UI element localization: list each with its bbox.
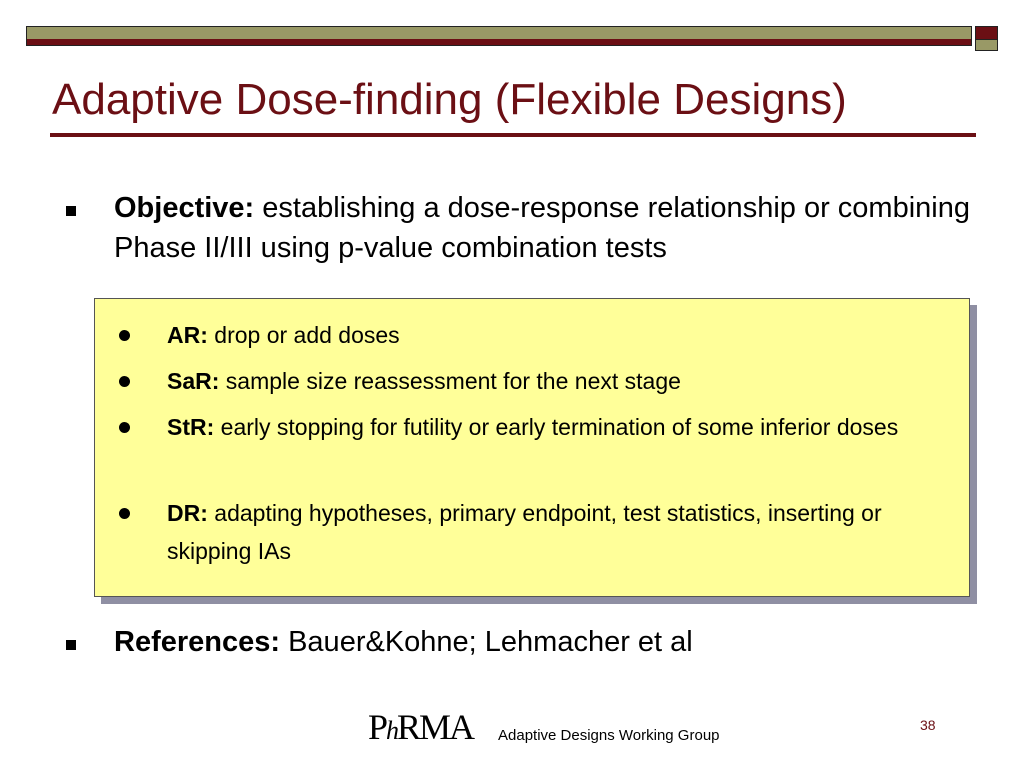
box-item-label: StR: <box>167 414 215 440</box>
footer-group-name: Adaptive Designs Working Group <box>498 727 720 744</box>
references-bullet <box>114 622 974 662</box>
page-number: 38 <box>920 717 936 733</box>
top-bar-stripe <box>27 39 971 45</box>
box-item-str <box>167 408 927 446</box>
phrma-logo: PhRMA <box>368 707 474 747</box>
corner-square-olive <box>975 39 998 51</box>
box-item-dr <box>167 494 927 570</box>
box-item-sar <box>167 362 927 400</box>
references-label: References: <box>114 626 281 658</box>
box-item-text: sample size reassessment for the next stage <box>219 368 681 394</box>
corner-square-dark <box>975 26 998 40</box>
box-item-ar <box>167 316 927 354</box>
box-item-label: SaR: <box>167 368 220 394</box>
bullet-dot-icon <box>119 376 130 387</box>
box-item-text: adapting hypotheses, primary endpoint, test statistics, inserting or skipping IAs <box>167 500 882 564</box>
box-item-text: early stopping for futility or early termination of some inferior doses <box>214 414 899 440</box>
bullet-dot-icon <box>119 422 130 433</box>
slide-title: Adaptive Dose-finding (Flexible Designs) <box>52 75 847 124</box>
bullet-dot-icon <box>119 330 130 341</box>
box-item-label: DR: <box>167 500 208 526</box>
box-item-text: drop or add doses <box>207 322 400 348</box>
objective-bullet <box>114 188 974 268</box>
bullet-dot-icon <box>119 508 130 519</box>
top-decorative-bar <box>26 26 972 46</box>
objective-label: Objective: <box>114 192 255 224</box>
box-item-label: AR: <box>167 322 208 348</box>
objective-text: establishing a dose-response relationship or combining Phase II/III using p-value combination tests <box>114 192 970 264</box>
references-text: Bauer&Kohne; Lehmacher et al <box>280 626 693 658</box>
square-bullet-icon <box>66 206 76 216</box>
adaptation-types-box <box>94 298 970 597</box>
square-bullet-icon <box>66 640 76 650</box>
title-underline <box>50 133 976 137</box>
